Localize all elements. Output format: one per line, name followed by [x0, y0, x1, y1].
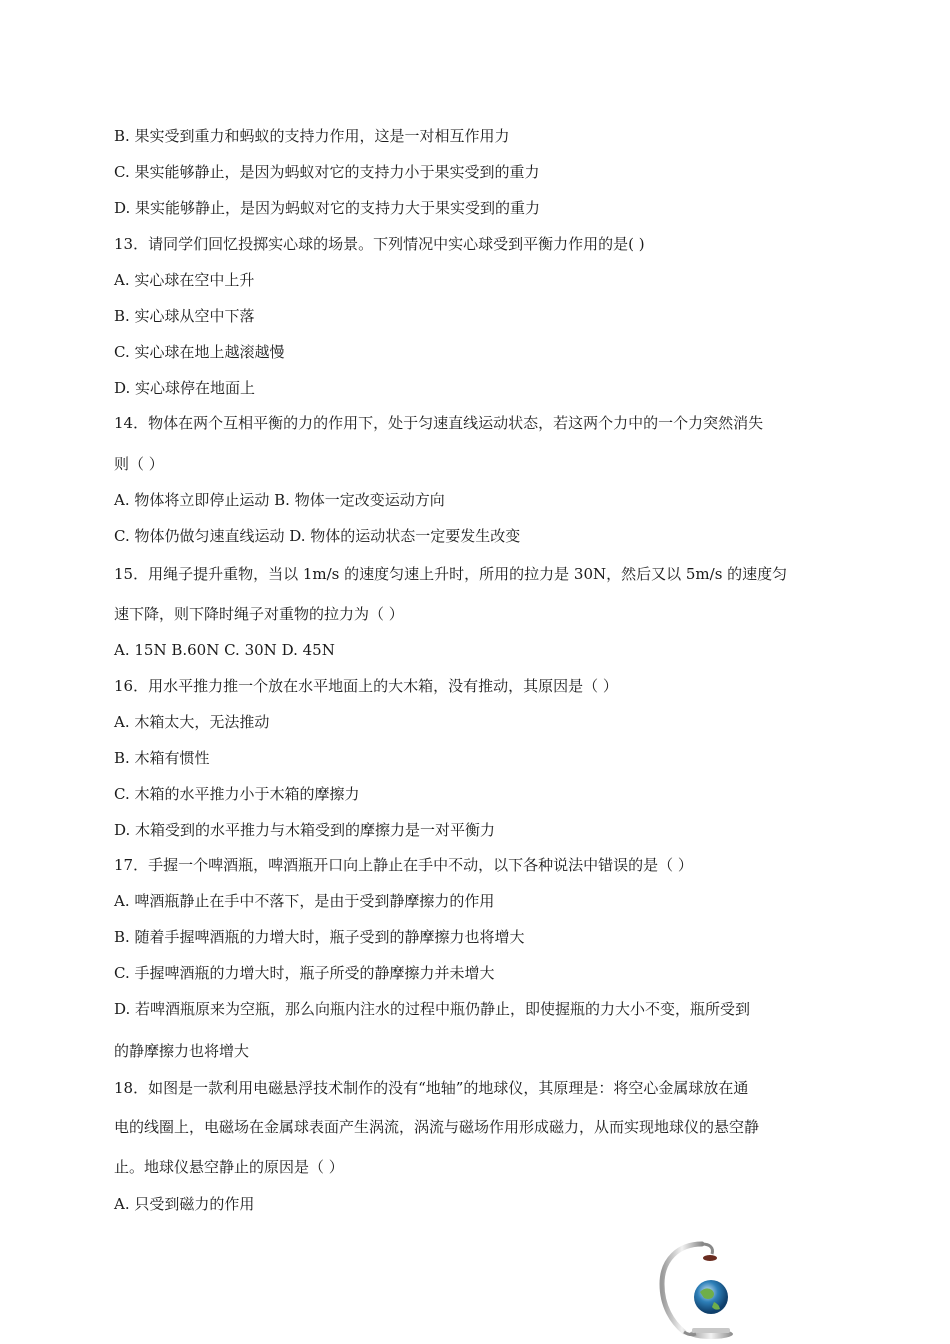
text-line: C. 实心球在地上越滚越慢: [114, 343, 285, 361]
text-line: C. 木箱的水平推力小于木箱的摩擦力: [114, 785, 360, 803]
text-line: C. 果实能够静止，是因为蚂蚁对它的支持力小于果实受到的重力: [114, 163, 540, 181]
text-line: 的静摩擦力也将增大: [114, 1042, 250, 1060]
question-14: 14．物体在两个互相平衡的力的作用下，处于匀速直线运动状态，若这两个力中的一个力突然消失: [114, 414, 764, 432]
text-line: A. 15N B.60N C. 30N D. 45N: [114, 641, 335, 659]
text-line: 电的线圈上，电磁场在金属球表面产生涡流，涡流与磁场作用形成磁力，从而实现地球仪的悬空静: [114, 1118, 760, 1136]
question-18: 18．如图是一款利用电磁悬浮技术制作的没有“地轴”的地球仪，其原理是：将空心金属球放在通: [114, 1079, 749, 1097]
text-line: A. 实心球在空中上升: [114, 271, 255, 289]
levitating-globe-image: [640, 1236, 750, 1344]
text-line: A. 啤酒瓶静止在手中不落下，是由于受到静摩擦力的作用: [114, 892, 495, 910]
text-line: B. 随着手握啤酒瓶的力增大时，瓶子受到的静摩擦力也将增大: [114, 928, 525, 946]
text-line: D. 木箱受到的水平推力与木箱受到的摩擦力是一对平衡力: [114, 821, 496, 839]
text-line: 止。地球仪悬空静止的原因是（ ）: [114, 1158, 344, 1176]
text-line: A. 只受到磁力的作用: [114, 1195, 255, 1213]
question-17: 17．手握一个啤酒瓶，啤酒瓶开口向上静止在手中不动，以下各种说法中错误的是（ ）: [114, 856, 693, 874]
text-line: D. 果实能够静止，是因为蚂蚁对它的支持力大于果实受到的重力: [114, 199, 541, 217]
text-line: B. 木箱有惯性: [114, 749, 210, 767]
text-line: 速下降，则下降时绳子对重物的拉力为（ ）: [114, 605, 404, 623]
text-line: B. 果实受到重力和蚂蚁的支持力作用，这是一对相互作用力: [114, 127, 510, 145]
question-13: 13．请同学们回忆投掷实心球的场景。下列情况中实心球受到平衡力作用的是( ): [114, 235, 645, 253]
text-line: 则（ ）: [114, 455, 164, 473]
text-line: B. 实心球从空中下落: [114, 307, 255, 325]
text-line: D. 若啤酒瓶原来为空瓶，那么向瓶内注水的过程中瓶仍静止，即使握瓶的力大小不变，瓶所受到: [114, 1000, 751, 1018]
text-line: C. 手握啤酒瓶的力增大时，瓶子所受的静摩擦力并未增大: [114, 964, 495, 982]
question-16: 16．用水平推力推一个放在水平地面上的大木箱，没有推动，其原因是（ ）: [114, 677, 618, 695]
text-line: A. 物体将立即停止运动 B. 物体一定改变运动方向: [114, 491, 445, 509]
text-line: C. 物体仍做匀速直线运动 D. 物体的运动状态一定要发生改变: [114, 527, 521, 545]
text-line: A. 木箱太大，无法推动: [114, 713, 270, 731]
text-line: D. 实心球停在地面上: [114, 379, 256, 397]
question-15: 15．用绳子提升重物，当以 1m/s 的速度匀速上升时，所用的拉力是 30N，然后又以 5m/s 的速度匀: [114, 565, 788, 583]
